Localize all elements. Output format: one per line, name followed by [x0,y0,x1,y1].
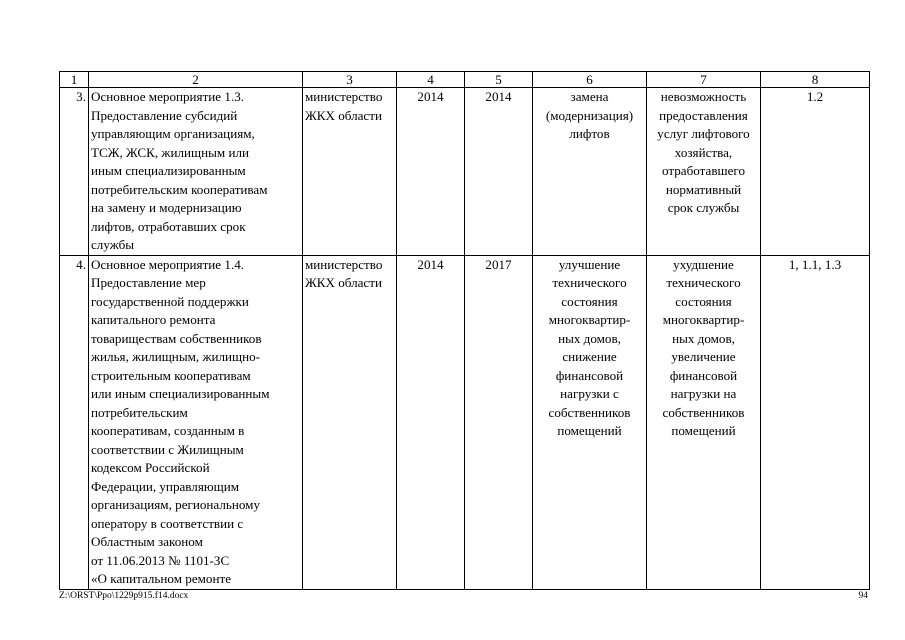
cell-line: кодексом Российской [91,460,210,475]
cell-line: или иным специализированным [91,386,270,401]
cell-line: ных домов, [672,330,735,346]
cell-line: капитального ремонта [91,312,216,327]
start-year-cell: 2014 [397,255,465,589]
executor-cell [303,255,397,589]
cell-line: на замену и модернизацию [91,200,242,215]
cell-line: ЖКХ области [305,275,382,290]
cell-line: ных домов, [558,330,621,346]
cell-line: организациям, региональному [91,497,261,512]
cell-line: товариществам собственников [91,330,262,346]
header-cell: 6 [533,72,647,88]
cell-line: ухудшение [673,256,734,272]
indicators-cell: 1.2 [761,88,870,256]
cell-line: замена [570,89,609,104]
program-activities-table [59,71,870,590]
consequences-cell [647,255,761,589]
expected-result-cell [533,88,647,256]
cell-line: нагрузки на [670,386,737,401]
cell-line: помещений [557,423,622,438]
cell-line: Федерации, управляющим [91,478,240,494]
executor-cell [303,88,397,256]
header-cell: 1 [60,72,89,88]
indicators-cell: 1, 1.1, 1.3 [761,255,870,589]
consequences-cell [647,88,761,256]
cell-line: снижение [562,349,617,364]
cell-line: финансовой [669,367,738,383]
cell-line: невозможность [660,89,747,104]
file-path: Z:\ORST\Ppo\1229p915.f14.docx [59,591,189,601]
cell-line: многоквартир- [548,312,631,327]
cell-line: лифтов [569,126,610,141]
cell-line: Основное мероприятие 1.4. [91,256,245,272]
cell-line: улучшение [558,256,621,272]
expected-result-cell [533,255,647,589]
cell-line: отработавшего [661,163,745,178]
cell-line: от 11.06.2013 № 1101-ЗС [91,552,230,568]
cell-line: нагрузки с [560,386,619,401]
start-year-cell: 2014 [397,88,465,256]
cell-line: Основное мероприятие 1.3. [91,89,245,104]
cell-line: управляющим организациям, [91,126,255,141]
cell-line: Предоставление мер [91,275,206,290]
cell-line: потребительским кооперативам [91,181,268,197]
cell-line: жилья, жилищным, жилищно- [91,349,261,364]
cell-line: технического [666,275,741,290]
cell-line: службы [91,237,135,252]
cell-line: кооперативам, созданным в [91,423,245,438]
cell-line: оператору в соответствии с [91,515,244,531]
header-cell: 8 [761,72,870,88]
cell-line: Областным законом [91,534,203,549]
activity-cell [89,88,303,256]
header-cell: 7 [647,72,761,88]
cell-line: состояния [675,293,732,309]
page-number: 94 [858,591,868,601]
cell-line: услуг лифтового [657,126,750,141]
cell-line: строительным кооперативам [91,367,251,383]
end-year-cell: 2017 [465,255,533,589]
cell-line: ЖКХ области [305,107,382,123]
cell-line: состояния [561,293,618,309]
row-number: 4. [60,255,89,589]
cell-line: собственников [548,404,631,420]
cell-line: хозяйства, [674,144,733,160]
cell-line: «О капитальном ремонте [91,571,232,586]
cell-line: нормативный [665,181,742,197]
cell-line: министерство [305,256,383,272]
cell-line: Предоставление субсидий [91,107,238,123]
header-row [60,72,870,88]
cell-line: министерство [305,89,383,104]
header-cell: 2 [89,72,303,88]
cell-line: (модернизация) [545,107,634,123]
end-year-cell: 2014 [465,88,533,256]
activity-cell [89,255,303,589]
cell-line: срок службы [667,200,740,215]
header-cell: 3 [303,72,397,88]
cell-line: лифтов, отработавших срок [91,218,246,234]
cell-line: помещений [671,423,736,438]
header-cell: 4 [397,72,465,88]
table-row [60,88,870,256]
cell-line: государственной поддержки [91,293,249,309]
cell-line: соответствии с Жилищным [91,441,244,457]
row-number: 3. [60,88,89,256]
cell-line: иным специализированным [91,163,246,178]
table-row [60,255,870,589]
cell-line: финансовой [555,367,624,383]
header-cell: 5 [465,72,533,88]
cell-line: многоквартир- [662,312,745,327]
cell-line: потребительским [91,404,188,420]
cell-line: собственников [662,404,745,420]
cell-line: ТСЖ, ЖСК, жилищным или [91,144,250,160]
cell-line: увеличение [671,349,736,364]
cell-line: технического [552,275,627,290]
cell-line: предоставления [659,107,748,123]
